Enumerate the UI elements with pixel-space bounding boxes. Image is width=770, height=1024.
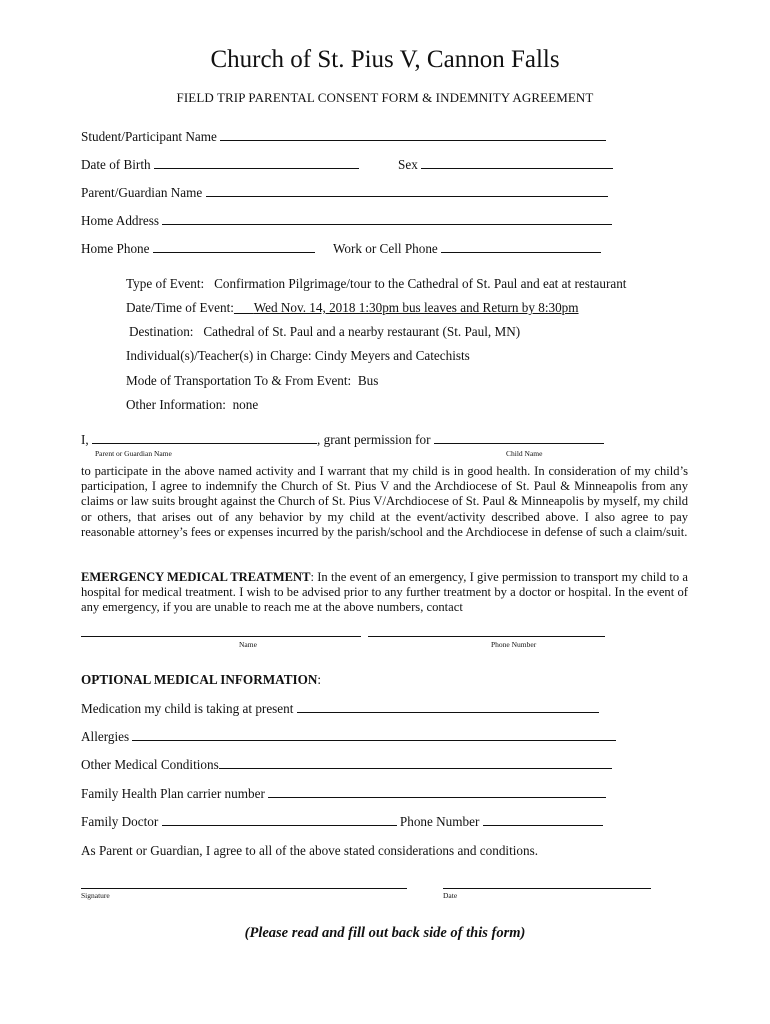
child-name-field[interactable] [434, 432, 604, 444]
work-phone-field[interactable] [441, 241, 601, 253]
dob-label: Date of Birth [81, 157, 151, 172]
signature-field[interactable] [81, 876, 407, 889]
home-address-row [81, 213, 612, 229]
event-transport-row [126, 373, 378, 389]
parent-name-field[interactable] [206, 185, 608, 197]
event-other-value: none [232, 397, 259, 412]
home-address-label: Home Address [81, 213, 160, 228]
parent-signature-name-field[interactable] [92, 432, 317, 444]
doctor-field[interactable] [162, 814, 397, 826]
agreement-text: As Parent or Guardian, I agree to all of the above stated considerations and conditions. [81, 843, 539, 858]
home-address-field[interactable] [162, 213, 612, 225]
emergency-text: : In the event of an emergency, I give permission to transport my child to a hospital for medical treatment. I wish to be advised prior to any further treatment by a doctor or hospital. In the event of any emergency, if you are unable to reach me at the above numbers, contact [81, 570, 688, 615]
home-phone-field[interactable] [153, 241, 315, 253]
work-phone-label: Work or Cell Phone [333, 241, 438, 256]
other-conditions-label: Other Medical Conditions [81, 757, 219, 772]
medication-row [81, 701, 599, 717]
medication-field[interactable] [297, 701, 599, 713]
consent-paragraph-text: to participate in the above named activity and I warrant that my child is in good health. In consideration of my child’s participation, I agree to indemnify the Church of St. Pius V and the Archdiocese of St. Paul & Minneapolis from any claims or law suits brought against the Church of St. Pius V/Archdiocese of St. Paul & Minneapolis by myself, my child or others, that arises out of any behavior by my child at the event/activity described above. I also agree to pay reasonable attorney’s fees or expenses incurred by the parish/school and the Archdiocese in defense of such a claim/suit. [81, 464, 688, 539]
medical-heading-row [81, 672, 321, 688]
student-name-row [81, 129, 606, 145]
student-name-label: Student/Participant Name [81, 129, 217, 144]
event-type-label: Type of Event: [126, 276, 205, 291]
health-plan-field[interactable] [268, 786, 606, 798]
doctor-phone-field[interactable] [483, 814, 603, 826]
event-incharge-label: Individual(s)/Teacher(s) in Charge: [126, 348, 312, 363]
emergency-paragraph [81, 570, 688, 616]
event-incharge-row [126, 348, 470, 364]
event-datetime-label: Date/Time of Event: [126, 300, 234, 315]
parent-name-row [81, 185, 608, 201]
event-destination-value: Cathedral of St. Paul and a nearby restaurant (St. Paul, MN) [203, 324, 521, 339]
emergency-name-caption: Name [239, 640, 257, 649]
consent-row [81, 432, 604, 448]
event-other-row [126, 397, 258, 413]
event-type-value: Confirmation Pilgrimage/tour to the Cathedral of St. Paul and eat at restaurant [214, 276, 627, 291]
emergency-contact-phone-field[interactable] [368, 624, 605, 637]
event-other-label: Other Information: [126, 397, 226, 412]
consent-grant-text: , grant permission for [317, 432, 431, 447]
medication-label: Medication my child is taking at present [81, 701, 294, 716]
doctor-phone-label: Phone Number [399, 814, 480, 829]
medical-heading-suffix: : [317, 672, 322, 687]
sex-label: Sex [398, 157, 418, 172]
event-datetime-underlined [234, 300, 579, 315]
work-phone-row [333, 241, 601, 257]
health-plan-row [81, 786, 606, 802]
allergies-label: Allergies [81, 729, 130, 744]
event-destination-row [129, 324, 520, 340]
form-title: Church of St. Pius V, Cannon Falls [210, 46, 560, 73]
signature-caption: Signature [81, 891, 110, 900]
date-caption: Date [443, 891, 458, 900]
dob-row [81, 157, 359, 173]
emergency-heading: EMERGENCY MEDICAL TREATMENT [81, 570, 311, 584]
sex-field[interactable] [421, 157, 613, 169]
form-subtitle: FIELD TRIP PARENTAL CONSENT FORM & INDEMNITY AGREEMENT [176, 90, 594, 105]
sex-row [398, 157, 613, 173]
event-datetime-value: Wed Nov. 14, 2018 1:30pm bus leaves and Return by 8:30pm [253, 300, 579, 315]
consent-paragraph [81, 464, 688, 540]
dob-field[interactable] [154, 157, 359, 169]
doctor-label: Family Doctor [81, 814, 159, 829]
event-destination-label: Destination: [129, 324, 194, 339]
health-plan-label: Family Health Plan carrier number [81, 786, 265, 801]
other-conditions-field[interactable] [219, 757, 612, 769]
doctor-row [81, 814, 603, 830]
emergency-phone-caption: Phone Number [491, 640, 537, 649]
event-incharge-value: Cindy Meyers and Catechists [314, 348, 470, 363]
other-conditions-row [81, 757, 612, 773]
medical-heading: OPTIONAL MEDICAL INFORMATION [81, 672, 318, 687]
parent-name-caption: Parent or Guardian Name [95, 449, 172, 458]
consent-i-label: I, [81, 432, 89, 447]
allergies-field[interactable] [132, 729, 616, 741]
child-name-caption: Child Name [506, 449, 543, 458]
home-phone-row [81, 241, 315, 257]
home-phone-label: Home Phone [81, 241, 150, 256]
event-transport-label: Mode of Transportation To & From Event: [126, 373, 352, 388]
allergies-row [81, 729, 616, 745]
footer-note: (Please read and fill out back side of this form) [244, 925, 526, 941]
event-datetime-row [126, 300, 579, 316]
event-transport-value: Bus [357, 373, 379, 388]
event-type-row [126, 276, 626, 292]
parent-name-label: Parent/Guardian Name [81, 185, 203, 200]
emergency-contact-name-field[interactable] [81, 624, 361, 637]
date-field[interactable] [443, 876, 651, 889]
student-name-field[interactable] [220, 129, 606, 141]
